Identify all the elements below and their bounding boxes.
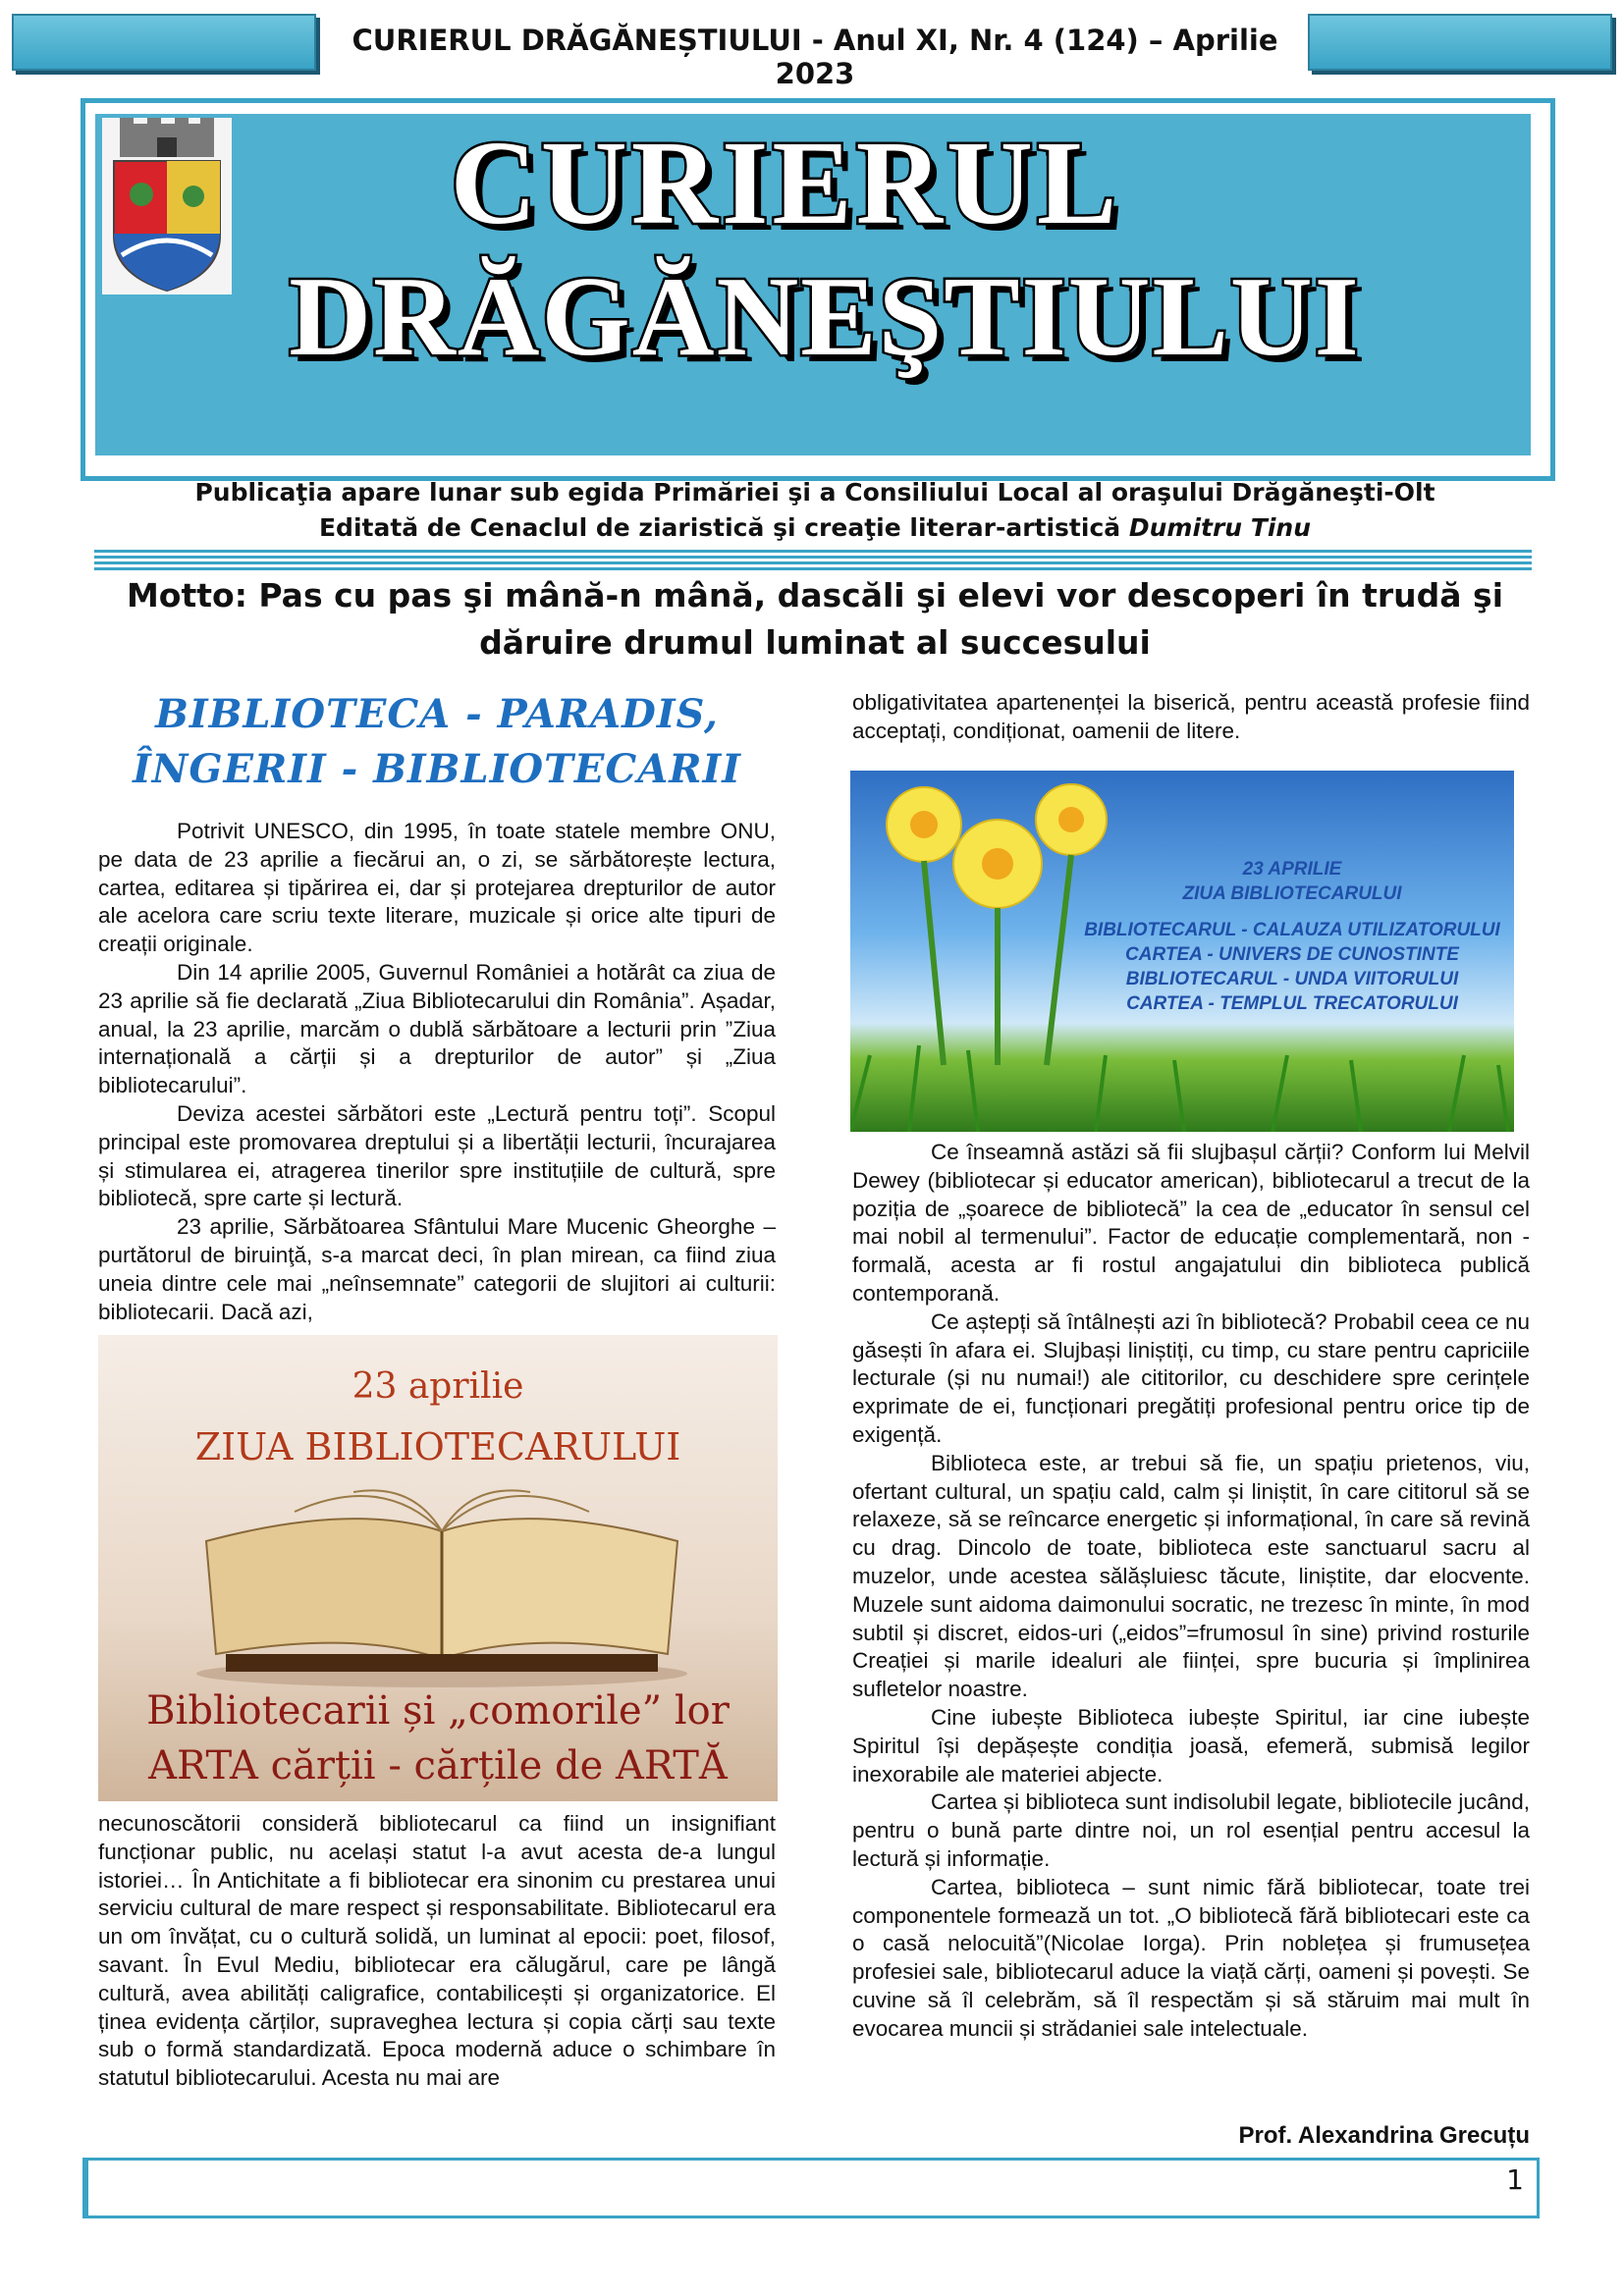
paragraph: necunoscătorii consideră bibliotecarul ca fiind un insignifiant funcționar public, nu același statut l-a avut acesta de-a lungul istoriei… În Antichitate a fi bibliotecar era sinonim cu prestarea unui serviciu cultural de mare respect și responsabilitate. Bibliotecarul era un om învățat, cu o cultură solidă, un luminat al epocii: poet, filosof, savant. În Evul Mediu, bibliotecar era călugărul, care pe lângă cultură, avea abilități caligrafice, contabilicești și organizatorice. El ținea evidența cărților, supraveghea lectura și copia cărți sau texte sub o formă standardizată. Epoca modernă aduce o schimbare în statutul bibliotecarului. Acesta nu mai are <box>98 1811 776 2091</box>
running-title: CURIERUL DRĂGĂNEȘTIULUI - Anul XI, Nr. 4 (124) – Aprilie 2023 <box>352 24 1278 90</box>
paragraph: Cartea, biblioteca – sunt nimic fără bibliotecar, toate trei componentele formează un tot. „O bibliotecă fără bibliotecari este ca o casă nelocuită”(Nicolae Iorga). Prin noblețea și frumusețea profesiei sale, bibliotecarul aduce la viață cărți, oameni și povești. Se cuvine să îl celebrăm, să îl respectăm și să stăruim mai mult în evocarea muncii și strădaniei sale intelectuale. <box>852 1874 1530 2041</box>
paragraph: 23 aprilie, Sărbătoarea Sfântului Mare Mucenic Gheorghe – purtătorul de biruinţă, s-a marcat deci, în plan mirean, ca fiind ziua uneia dintre cele mai „neînsemnate” categorii de slujitori ai culturii: bibliotecarii. Dacă azi, <box>98 1214 776 1324</box>
open-book-icon <box>187 1472 697 1688</box>
footer-frame <box>82 2158 1540 2218</box>
left-column-text <box>98 818 776 1326</box>
paragraph: Cartea și biblioteca sunt indisolubil legate, bibliotecile jucând, pentru o bună parte dintre noi, un rol esențial pentru accesul la lectură și informație. <box>852 1789 1530 1871</box>
motto: Motto: Pas cu pas şi mână-n mână, dascăli şi elevi vor descoperi în trudă şi dăruire drumul luminat al succesului <box>126 576 1504 662</box>
paragraph: Potrivit UNESCO, din 1995, în toate statele membre ONU, pe data de 23 aprilie a fiecărui an, o zi, se sărbătorește lectura, cartea, editarea și tipărirea ei, dar și protejarea drepturilor de autor ale acelora care scriu texte literare, muzicale și orice alte tipuri de creații originale. <box>98 819 776 957</box>
book-image <box>98 1335 778 1801</box>
right-column-top-text <box>852 689 1530 746</box>
left-column-continuation <box>98 1810 776 2093</box>
daffodils-line2: ZIUA BIBLIOTECARULUI <box>1182 883 1402 904</box>
daffodils-line6: CARTEA - TEMPLUL TRECATORULUI <box>1126 993 1458 1014</box>
page-number: 1 <box>1506 2163 1524 2196</box>
publication-line2-prefix: Editată de Cenaclul de ziaristică şi creaţie literar-artistică <box>318 513 1129 542</box>
article-title <box>98 687 776 797</box>
paragraph: Ce aștepți să întâlnești azi în bibliotecă? Probabil ceea ce nu găsești în afara ei. Slujbași liniștiți, cu timp, cu stare pentru capriciile lecturale (și nu numai!) ale cititorilor, cu deschidere spre cerințele exprimate de ei, funcționari pregătiți profesional pentru orice tip de exigență. <box>852 1308 1530 1447</box>
masthead-title-line2: DRĂGĂNEŞTIULUI <box>289 254 1361 380</box>
paragraph: obligativitatea apartenenței la biserică, pentru această profesie fiind acceptați, condiționat, oamenii de litere. <box>852 690 1530 743</box>
publication-line2 <box>147 513 1483 542</box>
book-image-caption1: Bibliotecarii și „comorile” lor <box>146 1688 730 1734</box>
book-image-caption2: ARTA cărții - cărțile de ARTĂ <box>148 1743 728 1789</box>
daffodils-text <box>1081 857 1503 1016</box>
header-bar-right <box>1308 14 1612 71</box>
publication-line1: Publicaţia apare lunar sub egida Primăriei şi a Consiliului Local al oraşului Drăgăneşti-Olt <box>194 478 1435 507</box>
daffodils-line1: 23 APRILIE <box>1242 859 1342 880</box>
paragraph: Din 14 aprilie 2005, Guvernul României a hotărât ca ziua de 23 aprilie să fie declarată „Ziua Bibliotecarului din România”. Așadar, anual, la 23 aprilie, marcăm o dublă sărbătoare a lecturii prin ”Ziua internațională a cărții și a drepturilor de autor” și „Ziua bibliotecarului”. <box>98 959 776 1098</box>
book-image-heading: ZIUA BIBLIOTECARULUI <box>194 1425 681 1468</box>
book-image-date: 23 aprilie <box>352 1366 524 1407</box>
daffodils-line5: BIBLIOTECARUL - UNDA VIITORULUI <box>1125 969 1459 989</box>
article-title-line2: ÎNGERII - BIBLIOTECARII <box>133 746 741 792</box>
author-signature: Prof. Alexandrina Grecuțu <box>1238 2122 1530 2149</box>
article-title-line1: BIBLIOTECA - PARADIS, <box>155 691 719 737</box>
paragraph: Cine iubește Biblioteca iubește Spiritul, iar cine iubește Spiritul își depășește condiția joasă, efemeră, submisă legilor inexorabile ale materiei abjecte. <box>852 1704 1530 1787</box>
header-bar-left <box>12 14 316 71</box>
publication-editor-name: Dumitru Tinu <box>1128 513 1312 542</box>
paragraph: Ce înseamnă astăzi să fii slujbașul cărții? Conform lui Melvil Dewey (bibliotecar și educator american), bibliotecarul a trecut de la poziția de „șoarece de bibliotecă” la cea de „educator în sensul cel mai nobil al termenului”. Factor de educație complementară, non - formală, acesta ar fi rostul angajatului din biblioteca publică contemporană. <box>852 1140 1530 1306</box>
right-column-text <box>852 1139 1530 2044</box>
daffodils-image <box>850 771 1514 1132</box>
daffodils-line3: BIBLIOTECARUL - CALAUZA UTILIZATORULUI <box>1084 920 1500 940</box>
divider <box>94 550 1532 570</box>
masthead-title-line1: CURIERUL <box>450 117 1121 249</box>
daffodils-line4: CARTEA - UNIVERS DE CUNOSTINTE <box>1125 944 1459 965</box>
paragraph: Deviza acestei sărbători este „Lectură pentru toți”. Scopul principal este promovarea dreptului și a libertății lecturii, încurajarea și stimularea ei, atragerea tinerilor spre instituțiile de cultură, spre bibliotecă, spre carte și lectură. <box>98 1100 776 1211</box>
paragraph: Biblioteca este, ar trebui să fie, un spațiu prietenos, viu, ofertant cultural, un spațiu cald, calm și liniștit, în care cititorul să se relaxeze, să se reîncarce energetic și informațional, în care să revină cu drag. Dincolo de toate, biblioteca este sanctuarul sacru al muzelor, unde acestea sălășluiesc tăcute, liniștite, dar elocvente. Muzele sunt aidoma daimonului socratic, ne trezesc în minte, în mod subtil și discret, eidos-uri („eidos”=frumosul în sine) privind rosturile Creației și marile idealuri ale ființei, spre bucuria și împlinirea sufletelor noastre. <box>852 1450 1530 1702</box>
